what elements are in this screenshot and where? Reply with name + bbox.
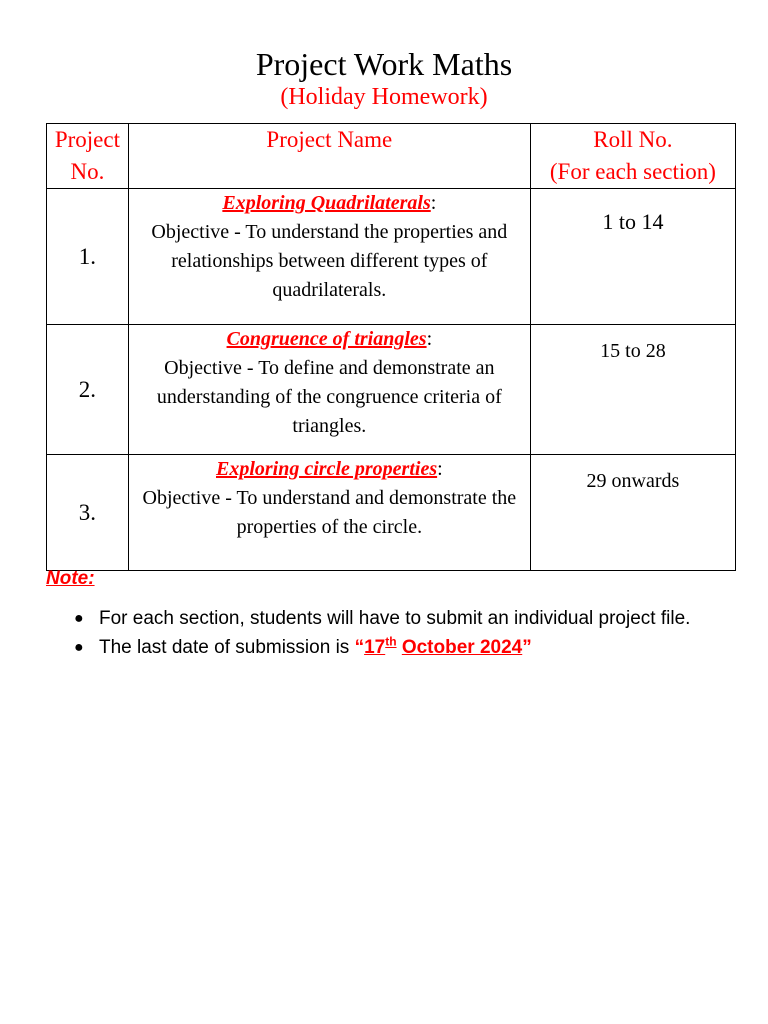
note-text: The last date of submission is <box>99 637 355 658</box>
projects-table <box>46 123 736 571</box>
bullet-icon: ● <box>74 639 84 656</box>
header-project-no-line1: Project <box>54 127 120 152</box>
date-day-suffix: th <box>385 634 397 649</box>
project-title: Congruence of triangles <box>226 328 427 350</box>
project-title-colon: : <box>437 458 443 480</box>
submission-date <box>354 634 532 658</box>
list-item <box>74 604 694 633</box>
open-quote: “ <box>354 637 365 658</box>
close-quote: ” <box>522 637 532 658</box>
project-objective: Objective - To define and demonstrate an understanding of the congruence criteria of triangles. <box>156 357 502 437</box>
project-objective: Objective - To understand the properties and relationships between different types of quadrilaterals. <box>151 221 508 301</box>
project-name-cell <box>128 189 530 325</box>
roll-range: 15 to 28 <box>530 325 735 455</box>
date-month-year: October 2024 <box>401 637 523 658</box>
table-row <box>47 455 736 571</box>
table-row <box>47 189 736 325</box>
bullet-icon: ● <box>74 610 84 627</box>
header-project-name <box>128 124 530 189</box>
date-day: 17 <box>364 637 386 658</box>
project-name-cell <box>128 325 530 455</box>
header-project-no-line2: No. <box>70 159 105 184</box>
project-title: Exploring Quadrilaterals <box>222 192 431 214</box>
roll-range: 1 to 14 <box>530 189 735 325</box>
roll-range: 29 onwards <box>530 455 735 571</box>
header-roll-no-line1: Roll No. <box>593 127 673 152</box>
page-title: Project Work Maths <box>255 46 513 82</box>
list-item <box>74 633 694 662</box>
page-subtitle: (Holiday Homework) <box>280 84 488 110</box>
project-title: Exploring circle properties <box>216 458 438 480</box>
project-number: 3. <box>47 455 129 571</box>
project-number: 2. <box>47 325 129 455</box>
header-project-name-label: Project Name <box>266 127 393 152</box>
table-header-row <box>47 124 736 189</box>
header-project-no <box>47 124 129 189</box>
project-number: 1. <box>47 189 129 325</box>
project-title-colon: : <box>426 328 433 350</box>
header-roll-no <box>530 124 735 189</box>
header-roll-no-line2: (For each section) <box>549 159 716 184</box>
project-name-cell <box>128 455 530 571</box>
project-objective: Objective - To understand and demonstrate the properties of the circle. <box>142 487 517 538</box>
table-row <box>47 325 736 455</box>
project-title-colon: : <box>430 192 437 214</box>
note-list <box>74 604 694 662</box>
note-label: Note: <box>46 568 95 589</box>
note-text: For each section, students will have to submit an individual project file. <box>99 608 691 629</box>
